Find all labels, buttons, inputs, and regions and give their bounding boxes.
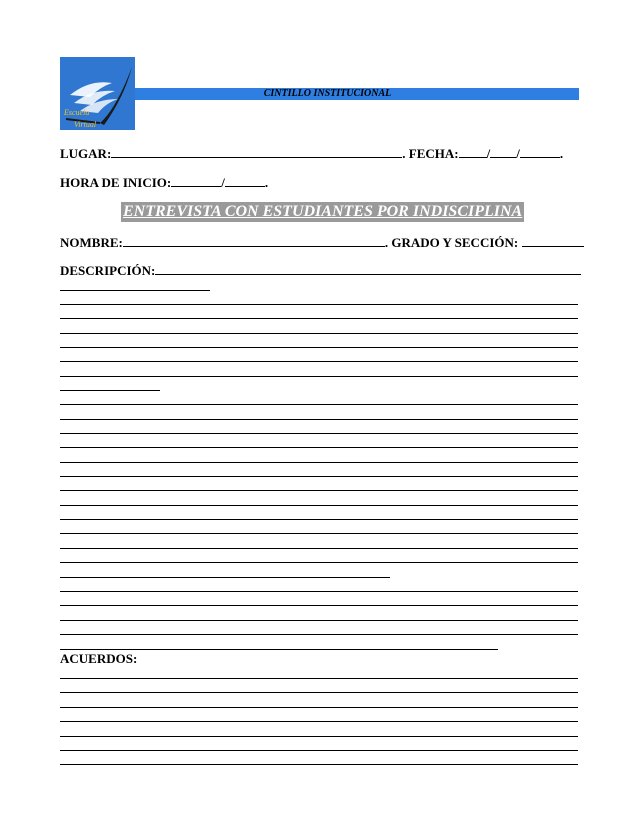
writing-line[interactable] xyxy=(60,548,578,549)
date-separator-1: / xyxy=(486,146,491,161)
writing-line[interactable] xyxy=(60,736,578,737)
writing-line[interactable] xyxy=(60,692,578,693)
date-day-field[interactable] xyxy=(459,145,487,158)
writing-line[interactable] xyxy=(60,290,210,291)
description-first-line[interactable] xyxy=(155,262,581,275)
start-time-row xyxy=(60,174,268,191)
start-time-label: HORA DE INICIO: xyxy=(60,175,172,190)
name-label: NOMBRE: xyxy=(60,235,123,250)
agreements-row xyxy=(60,651,137,667)
writing-line[interactable] xyxy=(60,476,578,477)
form-title: ENTREVISTA CON ESTUDIANTES POR INDISCIPLINA xyxy=(123,203,523,220)
writing-line[interactable] xyxy=(60,490,578,491)
institutional-label: CINTILLO INSTITUCIONAL xyxy=(263,88,392,99)
writing-line[interactable] xyxy=(60,707,578,708)
date-month-field[interactable] xyxy=(490,145,516,158)
place-field[interactable] xyxy=(111,145,402,158)
writing-line[interactable] xyxy=(60,605,578,606)
writing-line[interactable] xyxy=(60,764,578,765)
writing-line[interactable] xyxy=(60,304,578,305)
place-label: LUGAR: xyxy=(60,146,112,161)
date-separator-2: / xyxy=(516,146,520,161)
time-end: . xyxy=(264,175,269,190)
description-label: DESCRIPCIÓN: xyxy=(60,263,156,278)
writing-line[interactable] xyxy=(60,519,578,520)
writing-line[interactable] xyxy=(60,505,578,506)
open-book-icon xyxy=(60,57,135,130)
date-label: . FECHA: xyxy=(402,146,459,161)
start-hour-field[interactable] xyxy=(171,174,221,187)
writing-line[interactable] xyxy=(60,620,578,621)
logo-text-top: Escuela xyxy=(64,108,90,117)
writing-line[interactable] xyxy=(60,721,578,722)
logo-text-bottom: Virtual xyxy=(74,120,97,129)
writing-line[interactable] xyxy=(60,750,578,751)
writing-line[interactable] xyxy=(60,533,578,534)
writing-line[interactable] xyxy=(60,361,578,362)
time-separator: / xyxy=(221,175,225,190)
writing-line[interactable] xyxy=(60,318,578,319)
date-end: . xyxy=(559,146,564,161)
writing-line[interactable] xyxy=(60,347,578,348)
date-year-field[interactable] xyxy=(520,145,560,158)
start-minute-field[interactable] xyxy=(225,174,265,187)
writing-line[interactable] xyxy=(60,577,390,578)
writing-line[interactable] xyxy=(60,404,578,405)
writing-line[interactable] xyxy=(60,591,578,592)
name-grade-row xyxy=(60,234,584,251)
grade-label: . GRADO Y SECCIÓN: xyxy=(384,235,519,250)
writing-line[interactable] xyxy=(60,678,578,679)
grade-section-field[interactable] xyxy=(522,234,584,247)
name-field[interactable] xyxy=(123,234,385,247)
writing-line[interactable] xyxy=(60,562,578,563)
institution-logo xyxy=(60,57,135,130)
place-date-row xyxy=(60,145,563,162)
writing-line[interactable] xyxy=(60,447,578,448)
writing-line[interactable] xyxy=(60,433,578,434)
writing-line[interactable] xyxy=(60,419,578,420)
writing-line[interactable] xyxy=(60,390,160,391)
writing-line[interactable] xyxy=(60,649,498,650)
description-row xyxy=(60,262,581,279)
agreements-label: ACUERDOS: xyxy=(60,651,138,666)
writing-line[interactable] xyxy=(60,634,578,635)
writing-line[interactable] xyxy=(60,376,578,377)
writing-line[interactable] xyxy=(60,462,578,463)
writing-line[interactable] xyxy=(60,333,578,334)
